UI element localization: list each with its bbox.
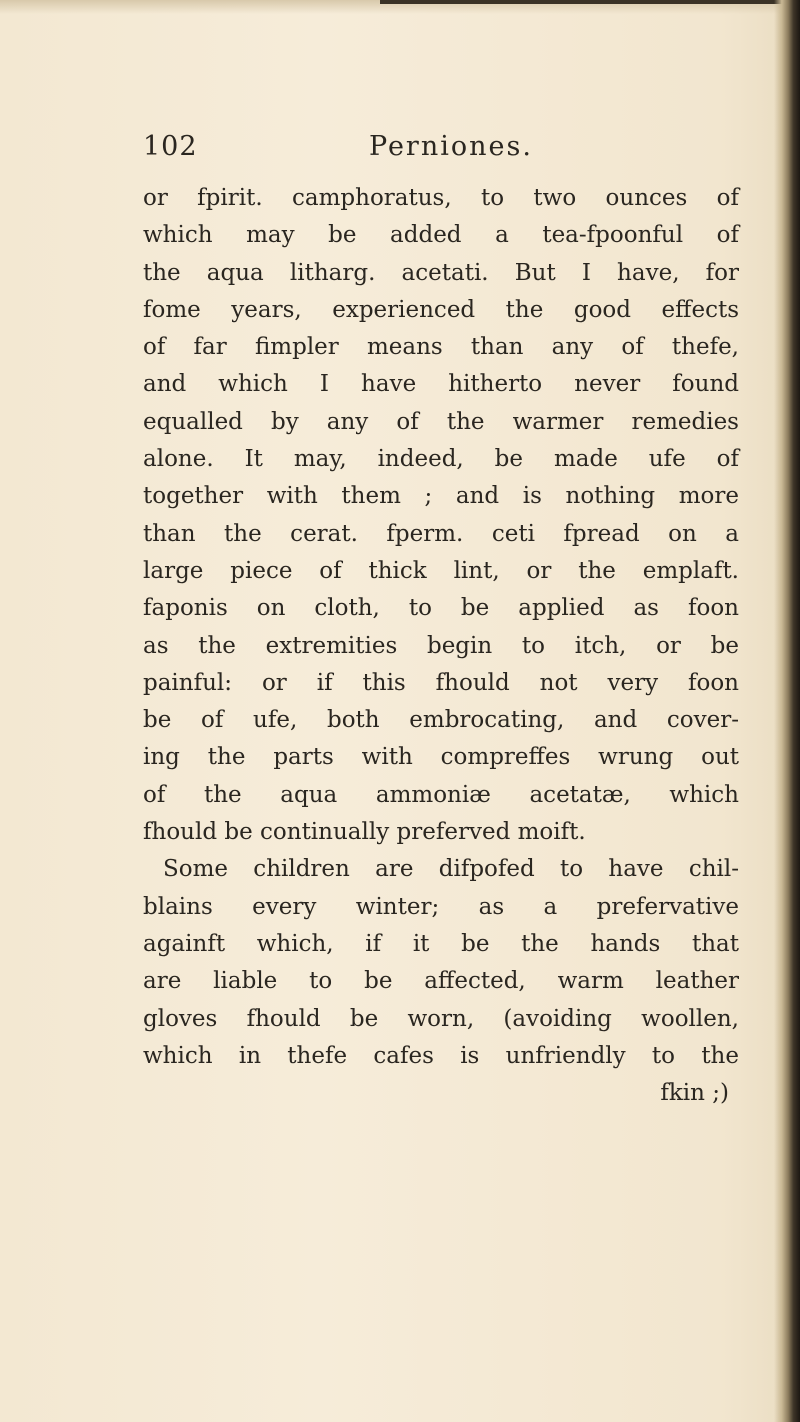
text-line: be of ufe, both embrocating, and cover- (143, 707, 739, 734)
text-line: than the cerat. fperm. ceti fpread on a (143, 520, 739, 547)
text-line: ing the parts with compreffes wrung out (143, 744, 739, 771)
text-line: or fpirit. camphoratus, to two ounces of (143, 185, 739, 211)
text-line: which may be added a tea-fpoonful of (143, 222, 739, 249)
top-rule (380, 0, 800, 4)
running-head (143, 131, 643, 171)
text-line: Some children are difpofed to have chil- (163, 856, 739, 883)
text-line: of the aqua ammoniæ acetatæ, which (143, 781, 739, 808)
running-title: Perniones. (369, 131, 533, 162)
text-line: are liable to be affected, warm leather (143, 968, 739, 995)
text-line: gloves fhould be worn, (avoiding woollen, (143, 1005, 739, 1032)
body-text (143, 180, 739, 1112)
text-line: fhould be continually preferved moift. (143, 819, 586, 846)
text-line: which in thefe cafes is unfriendly to the (143, 1042, 739, 1069)
text-line: againft which, if it be the hands that (143, 930, 739, 957)
text-line: painful: or if this fhould not very foon (143, 669, 739, 696)
text-line: as the extremities begin to itch, or be (143, 632, 739, 659)
page-binding-edge (774, 0, 800, 1422)
text-line: alone. It may, indeed, be made ufe of (143, 446, 739, 473)
text-line: and which I have hitherto never found (143, 371, 739, 398)
text-line: together with them ; and is nothing more (143, 483, 739, 510)
text-line: fome years, experienced the good effects (143, 296, 739, 323)
text-line: equalled by any of the warmer remedies (143, 408, 739, 435)
catchword: fkin ;) (660, 1080, 729, 1107)
text-line: blains every winter; as a prefervative (143, 893, 739, 920)
page-number: 102 (143, 131, 198, 162)
text-line: large piece of thick lint, or the emplaft. (143, 557, 739, 584)
text-line: the aqua litharg. acetati. But I have, for (143, 259, 739, 286)
text-line: of far fimpler means than any of thefe, (143, 334, 739, 361)
text-line: faponis on cloth, to be applied as foon (143, 595, 739, 622)
